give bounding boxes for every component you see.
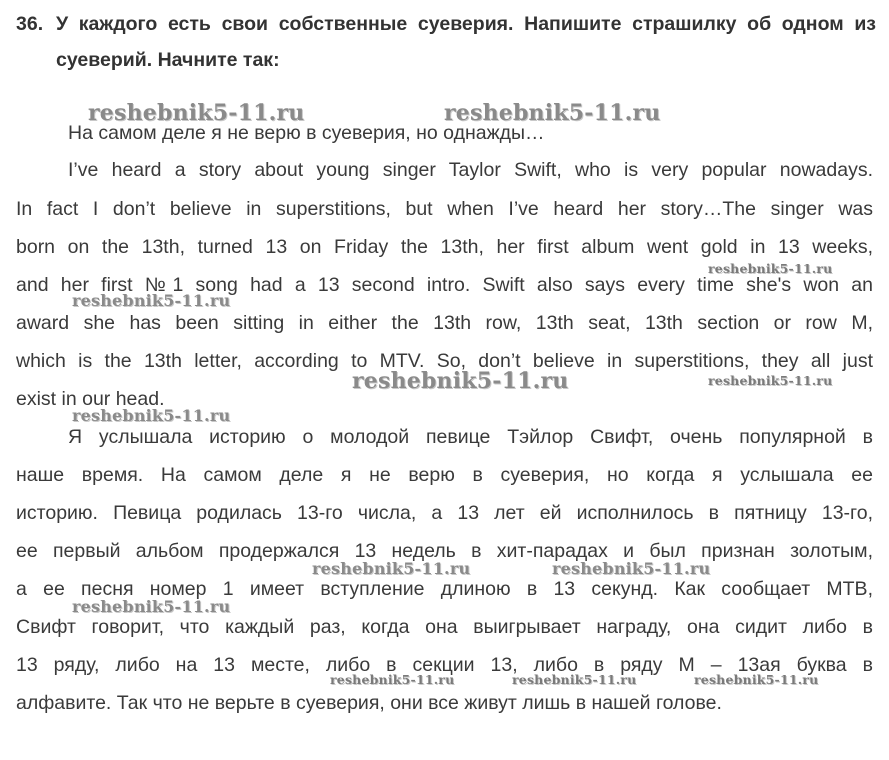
russian-line: Я услышала историю о молодой певице Тэйлор Свифт, очень популярной в — [68, 426, 873, 448]
task-instruction: У каждого есть свои собственные суеверия. Напишите страшилку об одном из суеверий. Начните так: — [56, 13, 876, 71]
english-line: I’ve heard a story about young singer Taylor Swift, who is very popular nowadays. — [68, 159, 873, 181]
watermark: reshebnik5-11.ru — [708, 261, 833, 276]
russian-line: 13 ряду, либо на 13 месте, либо в секции 13, либо в ряду М – 13ая буква в — [16, 654, 873, 676]
story-intro: На самом деле я не верю в суеверия, но однажды… — [68, 122, 545, 144]
russian-line: наше время. На самом деле я не верю в суеверия, но когда я услышала ее — [16, 464, 873, 486]
watermark: reshebnik5-11.ru — [444, 100, 661, 126]
english-line: and her first №1 song had a 13 second intro. Swift also says every time she's won an — [16, 274, 873, 296]
watermark: reshebnik5-11.ru — [72, 406, 231, 425]
russian-line: а ее песня номер 1 имеет вступление длиною в 13 секунд. Как сообщает МТВ, — [16, 578, 873, 600]
watermark: reshebnik5-11.ru — [352, 368, 569, 394]
watermark: reshebnik5-11.ru — [88, 100, 305, 126]
english-line: born on the 13th, turned 13 on Friday the 13th, her first album went gold in 13 weeks, — [16, 236, 873, 258]
english-line: award she has been sitting in either the 13th row, 13th seat, 13th section or row M, — [16, 312, 873, 334]
russian-line: ее первый альбом продержался 13 недель в хит-парадах и был признан золотым, — [16, 540, 873, 562]
task-heading — [16, 6, 876, 78]
watermark: reshebnik5-11.ru — [552, 559, 711, 578]
watermark: reshebnik5-11.ru — [694, 672, 819, 687]
russian-line: Свифт говорит, что каждый раз, когда она выигрывает награду, она сидит либо в — [16, 616, 873, 638]
russian-line: алфавите. Так что не верьте в суеверия, они все живут лишь в нашей голове. — [16, 692, 722, 714]
watermark: reshebnik5-11.ru — [708, 373, 833, 388]
english-line: which is the 13th letter, according to MTV. So, don’t believe in superstitions, they all just — [16, 350, 873, 372]
watermark: reshebnik5-11.ru — [72, 291, 231, 310]
english-line: In fact I don’t believe in superstitions, but when I’ve heard her story…The singer was — [16, 198, 873, 220]
russian-line: историю. Певица родилась 13-го числа, а 13 лет ей исполнилось в пятницу 13-го, — [16, 502, 873, 524]
english-line: exist in our head. — [16, 388, 165, 410]
watermark: reshebnik5-11.ru — [512, 672, 637, 687]
watermark: reshebnik5-11.ru — [330, 672, 455, 687]
watermark: reshebnik5-11.ru — [72, 597, 231, 616]
task-number: 36. — [16, 13, 44, 35]
watermark: reshebnik5-11.ru — [312, 559, 471, 578]
